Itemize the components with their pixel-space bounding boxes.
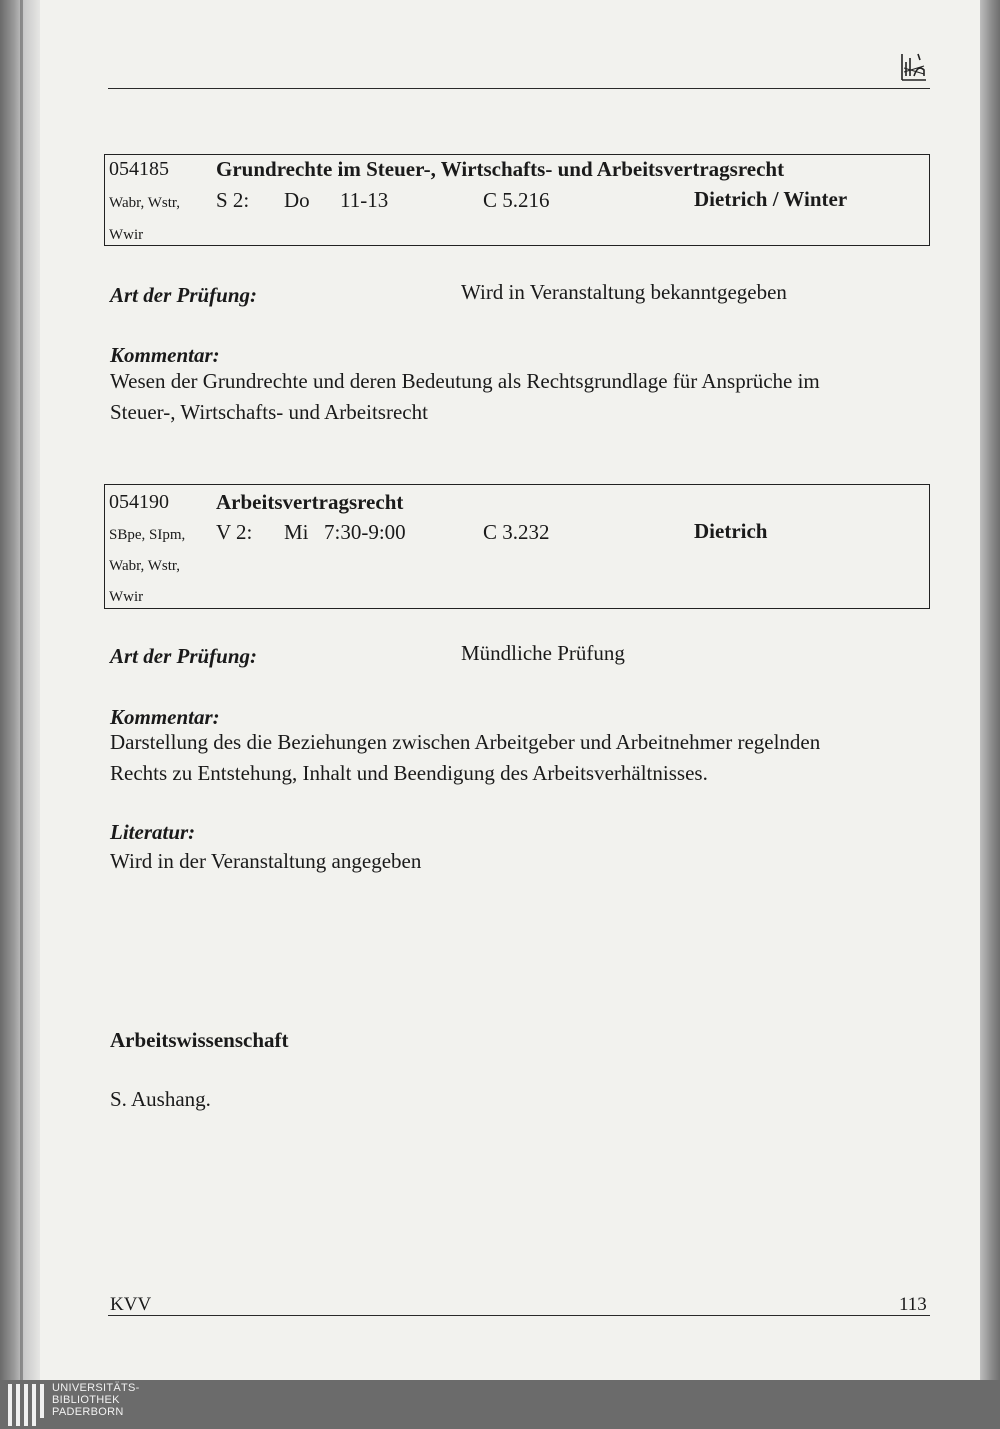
course-code: 054185 [109, 158, 169, 180]
course-type: V 2: [216, 520, 253, 544]
section-heading: Arbeitswissenschaft [110, 1028, 289, 1052]
literature-value: Wird in der Veranstaltung angegeben [110, 849, 422, 873]
course-code: 054190 [109, 491, 169, 513]
comment-line: Wesen der Grundrechte und deren Bedeutung als Rechtsgrundlage für Ansprüche im [110, 369, 820, 393]
footer-left: KVV [110, 1294, 152, 1315]
comment-label: Kommentar: [110, 705, 220, 729]
exam-label: Art der Prüfung: [110, 644, 258, 668]
course-lecturer: Dietrich [694, 519, 768, 543]
course-programs: Wwir [109, 589, 144, 605]
course-day: Mi [284, 520, 309, 544]
literature-label: Literatur: [110, 820, 196, 844]
course-time: 11-13 [340, 188, 389, 212]
library-name-line: UNIVERSITÄTS- [52, 1382, 140, 1394]
library-bar [0, 1380, 1000, 1429]
comment-line: Darstellung des die Beziehungen zwischen Arbeitgeber und Arbeitnehmer regelnden [110, 730, 821, 754]
comment-line: Steuer-, Wirtschafts- und Arbeitsrecht [110, 400, 428, 424]
course-room: C 5.216 [483, 188, 550, 212]
page-right-edge [980, 0, 1000, 1380]
course-lecturer: Dietrich / Winter [694, 187, 848, 211]
course-title: Arbeitsvertragsrecht [216, 490, 404, 514]
course-day: Do [284, 188, 310, 212]
exam-label: Art der Prüfung: [110, 283, 258, 307]
library-name-line: PADERBORN [52, 1406, 124, 1418]
comment-label: Kommentar: [110, 343, 220, 367]
course-programs: SBpe, SIpm, [109, 527, 186, 543]
library-stamp-icon [898, 50, 930, 84]
exam-value: Wird in Veranstaltung bekanntgegeben [461, 280, 787, 304]
spine-edge [20, 0, 23, 1380]
course-programs: Wabr, Wstr, [109, 195, 181, 211]
course-programs: Wwir [109, 227, 144, 243]
library-logo-icon [8, 1384, 44, 1426]
course-time: 7:30-9:00 [324, 520, 406, 544]
section-text: S. Aushang. [110, 1087, 211, 1111]
course-room: C 3.232 [483, 520, 550, 544]
exam-value: Mündliche Prüfung [461, 641, 625, 665]
library-name [52, 1382, 140, 1418]
course-title: Grundrechte im Steuer-, Wirtschafts- und Arbeitsvertragsrecht [216, 157, 785, 181]
footer-rule [108, 1315, 930, 1316]
header-rule [108, 88, 930, 89]
page-number: 113 [899, 1294, 927, 1315]
library-name-line: BIBLIOTHEK [52, 1394, 120, 1406]
course-programs: Wabr, Wstr, [109, 558, 181, 574]
comment-line: Rechts zu Entstehung, Inhalt und Beendigung des Arbeitsverhältnisses. [110, 761, 708, 785]
course-type: S 2: [216, 188, 250, 212]
